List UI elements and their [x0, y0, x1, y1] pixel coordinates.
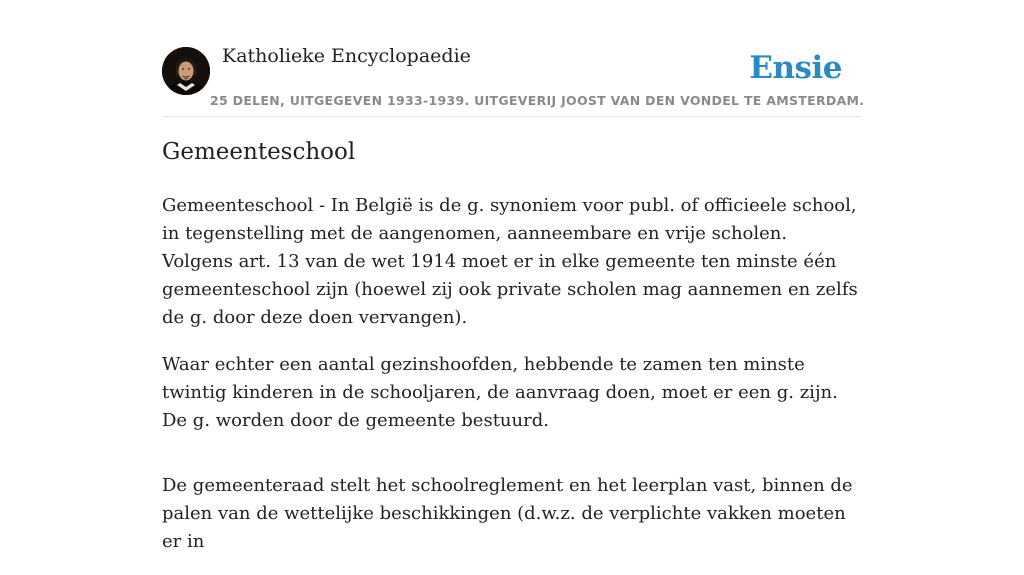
page-container: [162, 0, 865, 552]
brand-logo[interactable]: Ensie: [749, 50, 842, 86]
article-paragraph: De gemeenteraad stelt het schoolreglement en het leerplan vast, binnen de palen van de wettelijke beschikkingen (d.w.z. de verplichte vakken moeten er in: [162, 475, 853, 552]
publication-title[interactable]: Katholieke Encyclopaedie: [222, 45, 471, 67]
publication-subtitle: 25 DELEN, UITGEGEVEN 1933-1939. UITGEVERIJ JOOST VAN DEN VONDEL TE AMSTERDAM.: [210, 93, 865, 108]
article-paragraph: Gemeenteschool - In België is de g. synoniem voor publ. of officieele school, in tegenstelling met de aangenomen, aanneembare en vrije scholen. Volgens art. 13 van de wet 1914 moet er in elke gemeente ten minste één gemeenteschool zijn (hoewel zij ook private scholen mag aannemen en zelfs de g. door deze doen vervangen).: [162, 195, 858, 328]
article-title: Gemeenteschool: [162, 139, 356, 165]
article-paragraph: Waar echter een aantal gezinshoofden, hebbende te zamen ten minste twintig kinderen in de schooljaren, de aanvraag doen, moet er een g. zijn. De g. worden door de gemeente bestuurd.: [162, 354, 838, 431]
publication-avatar[interactable]: [162, 47, 210, 95]
publication-header: [162, 0, 865, 117]
article-body: [162, 192, 862, 575]
portrait-icon: [162, 47, 210, 95]
